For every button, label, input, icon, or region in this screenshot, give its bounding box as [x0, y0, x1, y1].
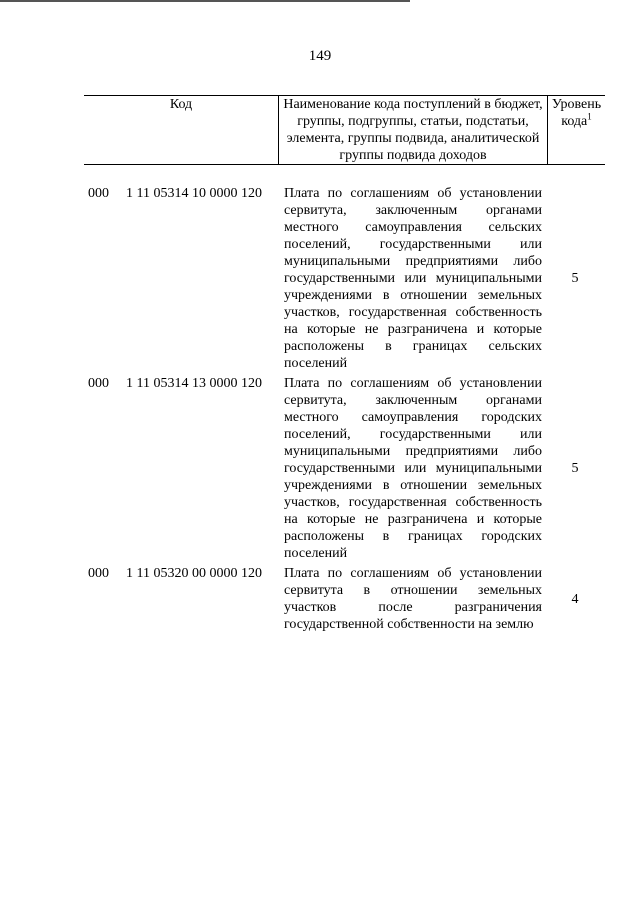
- row-code: 1 11 05314 13 0000 120: [126, 376, 262, 391]
- row-level-value: 4: [571, 591, 579, 607]
- header-code: [84, 96, 279, 165]
- row-code: 1 11 05314 10 0000 120: [126, 186, 262, 201]
- table-row: [88, 375, 608, 562]
- row-level-value: 5: [571, 461, 579, 476]
- footnote-marker: 1: [587, 111, 592, 122]
- row-name: Плата по соглашениям об установлении сервитута, заключенным органами местного самоуправления сельских поселений, государственными или муниципальными предприятиями либо государственными или муниципальными учреждениями в отношении земельных участков, государственная собственность на которые не разграничена и которые расположены в границах сельских поселений: [284, 186, 542, 371]
- row-level-value: 5: [571, 271, 579, 286]
- table-row: [88, 565, 608, 633]
- header-name-label: Наименование кода поступлений в бюджет, группы, подгруппы, статьи, подстатьи, элемента, группы подвида, аналитической группы подвида доходов: [283, 97, 543, 163]
- row-level: [542, 375, 608, 562]
- header-code-label: Код: [169, 97, 193, 112]
- row-prefix: 000: [88, 566, 109, 581]
- scan-top-edge: [0, 0, 410, 2]
- row-name: Плата по соглашениям об установлении сервитута в отношении земельных участков после разграничения государственной собственности на землю: [284, 566, 542, 632]
- row-name: Плата по соглашениям об установлении сервитута, заключенным органами местного самоуправления городских поселений, государственными или муниципальными предприятиями либо государственными или муниципальными учреждениями в отношении земельных участков, государственная собственность на которые не разграничена и которые расположены в границах городских поселений: [284, 376, 542, 561]
- row-prefix: 000: [88, 186, 109, 201]
- table-header: [84, 95, 605, 165]
- header-name: [279, 96, 548, 165]
- header-level: [548, 96, 606, 165]
- row-level: [542, 185, 608, 372]
- row-code: 1 11 05320 00 0000 120: [126, 566, 262, 581]
- row-prefix: 000: [88, 376, 109, 391]
- row-level: [542, 565, 608, 633]
- page-number: 149: [308, 48, 332, 64]
- table-body: [88, 185, 608, 633]
- header-level-label: Уровень кода: [551, 97, 602, 129]
- table-row: [88, 185, 608, 372]
